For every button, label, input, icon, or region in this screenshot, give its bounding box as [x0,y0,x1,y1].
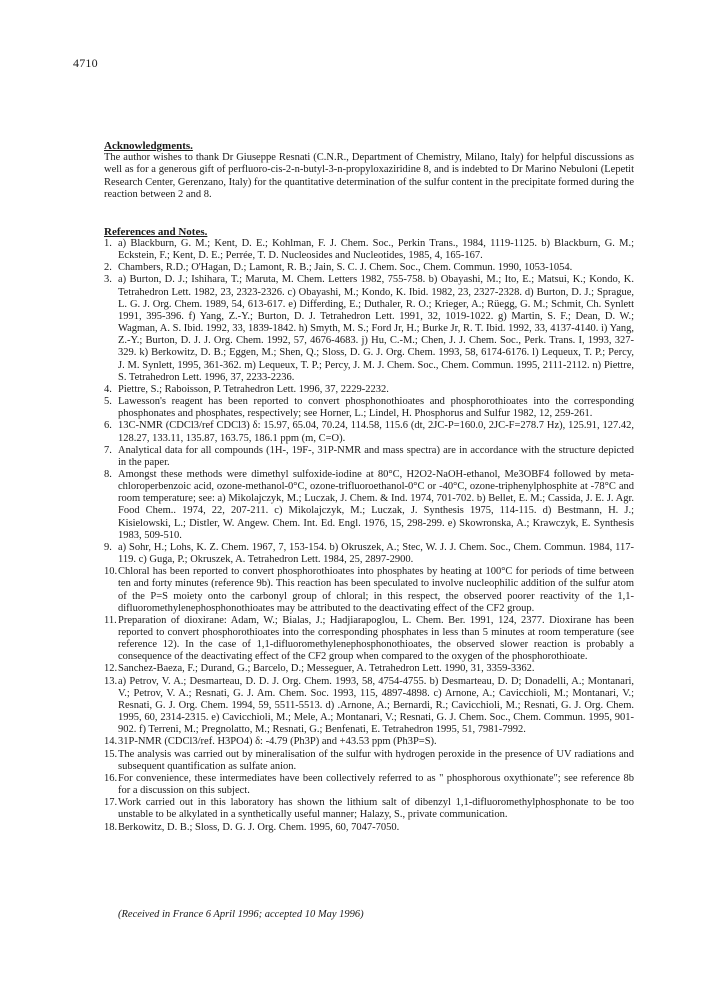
reference-item [104,736,634,748]
reference-text: Berkowitz, D. B.; Sloss, D. G. J. Org. Chem. 1995, 60, 7047-7050. [118,821,400,833]
reference-number: 5. [104,396,112,408]
received-date-note: (Received in France 6 April 1996; accepted 10 May 1996) [118,909,364,920]
reference-text: Chambers, R.D.; O'Hagan, D.; Lamont, R. B.; Jain, S. C. J. Chem. Soc., Chem. Commun. 1990, 1053-1054. [118,262,573,274]
reference-item [104,445,634,469]
reference-text: Work carried out in this laboratory has shown the lithium salt of dibenzyl 1,1-difluoromethylphosphonate to be too unstable to be alkylated in a synthetically useful manner; Halazy, S., private communication. [118,797,634,821]
references-heading: References and Notes. [104,226,208,238]
reference-item [104,822,634,834]
reference-number: 2. [104,262,112,274]
acknowledgments-text: The author wishes to thank Dr Giuseppe Resnati (C.N.R., Department of Chemistry, Milano, Italy) for helpful discussions as well as for a generous gift of perfluoro-cis-2-n-butyl-3-n-propyloxaziridine 8, and is indebted to Dr Marino Nebuloni (Lepetit Research Center, Gerenzano, Italy) for the quantitative determination of the sulfur content in the precipitate formed during the reaction between 2 and 8. [104,152,634,201]
references-list [104,238,634,834]
reference-item [104,238,634,262]
reference-text: Lawesson's reagent has been reported to convert phosphonothioates and phosphorothioates into the corresponding phosphonates and phosphates, respectively; see Horner, L.; Lindel, H. Phosphorus and Sulfur 1982, 12, 259-261. [118,396,634,420]
reference-text: Preparation of dioxirane: Adam, W.; Bialas, J.; Hadjiarapoglou, L. Chem. Ber. 1991, 124, 2377. Dioxirane has been reported to convert phosphorothioates into the corresponding phosphates in less than 5 minutes at room temperature (see reference 12). In the case of 1,1-difluoromethylenephosphonothioates, the observed slower reaction is probably a consequence of the deactivating effect of the CF2 group when compared to the oxygen of the phosphorothioate. [118,614,634,663]
reference-text: 31P-NMR (CDCl3/ref. H3PO4) δ: -4.79 (Ph3P) and +43.53 ppm (Ph3P=S). [118,736,437,748]
reference-text: a) Blackburn, G. M.; Kent, D. E.; Kohlman, F. J. Chem. Soc., Perkin Trans., 1984, 1119-1125. b) Blackburn, G. M.; Eckstein, F.; Kent, D. E.; Perrée, T. D. Nucleosides and Nucleotides, 1985, 4, 165-167. [118,238,634,262]
reference-text: Chloral has been reported to convert phosphorothioates into phosphates by heating at 100°C for periods of time between ten and forty minutes (reference 9b). This reaction has been speculated to involve nucleophilic addition of the sulfur atom of the P=S moiety onto the carbonyl group of chloral; in this respect, the observed poorer reactivity of the 1,1-difluoromethylenephosphonothioates may be attributed to the deactivating effect of the CF2 group. [118,566,634,614]
reference-text: Piettre, S.; Raboisson, P. Tetrahedron Lett. 1996, 37, 2229-2232. [118,383,389,395]
reference-text: For convenience, these intermediates have been collectively referred to as " phosphorous oxythionate"; see reference 8b for a discussion on this subject. [118,772,634,797]
reference-number: 12. [104,663,118,675]
reference-text: 13C-NMR (CDCl3/ref CDCl3) δ: 15.97, 65.04, 70.24, 114.58, 115.6 (dt, 2JC-P=160.0, 2JC-F=278.7 Hz), 125.91, 127.42, 128.27, 133.11, 135.87, 163.75, 186.1 ppm (m, C=O). [118,420,634,444]
reference-text: Sanchez-Baeza, F.; Durand, G.; Barcelo, D.; Messeguer, A. Tetrahedron Lett. 1990, 31, 3359-3362. [118,663,535,675]
reference-text: a) Sohr, H.; Lohs, K. Z. Chem. 1967, 7, 153-154. b) Okruszek, A.; Stec, W. J. J. Chem. Soc., Chem. Commun. 1984, 117-119. c) Guga, P.; Okruszek, A. Tetrahedron Lett. 1984, 25, 2897-2900. [118,541,634,566]
reference-text: a) Burton, D. J.; Ishihara, T.; Maruta, M. Chem. Letters 1982, 755-758. b) Obayashi, M.; Ito, E.; Matsui, K.; Kondo, K. Tetrahedron Lett. 1982, 23, 2323-2326. c) Obayashi, M.; Kondo, K. Ibid. 1982, 23, 2327-2328. d) Burton, D. J.; Sprague, L. G. J. Org. Chem. 1989, 54, 613-617. e) Differding, E.; Duthaler, R. O.; Krieger, A.; Rüegg, G. M.; Schmit, Ch. Synlett 1991, 395-396. f) Yang, Z.-Y.; Burton, D. J. Tetrahedron Lett. 1991, 32, 1019-1022. g) Martin, S. F.; Dean, D. W.; Wagman, A. S. Ibid. 1992, 33, 1839-1842. h) Smyth, M. S.; Ford Jr, H.; Burke Jr, R. T. Ibid. 1992, 33, 4137-4140. i) Yang, Z.-Y.; Burton, D. J. J. Org. Chem. 1992, 57, 4676-4683. j) Hu, C.-M.; Chen, J. J. Chem. Soc., Perk. Trans. I, 1993, 327-329. k) Berkowitz, D. B.; Eggen, M.; Shen, Q.; Sloss, D. G. J. Org. Chem. 1993, 58, 6174-6176. l) Lequeux, T. P.; Percy, J. M. Synlett, 1995, 361-362. m) Lequeux, T. P.; Percy, J. M. J. Chem. Soc., Chem. Commun. 1995, 2111-2112. n) Piettre, S. Tetrahedron Lett. 1996, 37, 2233-2236. [118,274,634,383]
reference-text: Amongst these methods were dimethyl sulfoxide-iodine at 80°C, H2O2-NaOH-ethanol, Me3OBF4 followed by meta-chloroperbenzoic acid, ozone-methanol-0°C, ozone-trifluoroethanol-0°C or -40°C, ozone-triphenylphosphite at -78°C and room temperature; see: a) Mikolajczyk, M.; Luczak, J. Chem. & Ind. 1974, 701-702. b) Bellet, E. M.; Cassida, J. E. J. Agr. Food Chem.. 1974, 22, 207-211. c) Mikolajczyk, M.; Luczak, J. Synthesis 1975, 114-115. d) Bestmann, H. J.; Kisielowski, L.; Distler, W. Angew. Chem. Int. Ed. Engl. 1976, 15, 298-299. e) Skowronska, A.; Krawczyk, E. Synthesis 1983, 509-510. [118,468,634,541]
reference-text: Analytical data for all compounds (1H-, 19F-, 31P-NMR and mass spectra) are in accordance with the structure depicted in the paper. [118,444,634,468]
reference-item [104,469,634,542]
reference-number: 17. [104,797,118,809]
reference-number: 16. [104,772,118,784]
reference-number: 4. [104,383,112,395]
reference-number: 11. [104,614,117,626]
reference-item [104,773,634,797]
reference-number: 15. [104,748,118,760]
reference-number: 7. [104,444,112,456]
reference-item [104,396,634,420]
reference-number: 1. [104,238,112,249]
reference-text: The analysis was carried out by mineralisation of the sulfur with hydrogen peroxide in the presence of UV radiations and subsequent quantification as sulfate anion. [118,748,634,772]
reference-number: 3. [104,274,112,286]
reference-item [104,676,634,737]
acknowledgments-section [104,140,634,202]
references-section [104,226,634,834]
reference-item [104,615,634,664]
reference-number: 18. [104,821,118,833]
reference-number: 14. [104,736,118,748]
acknowledgments-heading: Acknowledgments. [104,140,193,152]
reference-number: 6. [104,420,112,432]
reference-text: a) Petrov, V. A.; Desmarteau, D. D. J. Org. Chem. 1993, 58, 4754-4755. b) Desmarteau, D. D; Donadelli, A.; Montanari, V.; Petrov, V. A.; Resnati, G. J. Am. Chem. Soc. 1993, 115, 4897-4898. c) Arnone, A.; Cavicchioli, M.; Montanari, V.; Resnati, G. J. Org. Chem. 1994, 59, 5511-5513. d) .Arnone, A.; Bernardi, R.; Cavicchioli, M.; Resnati, G. J. Org. Chem. 1995, 60, 2314-2315. e) Cavicchioli, M.; Mele, A.; Montanari, V.; Resnati, G. J. Chem. Soc., Chem. Commun. 1995, 901-902. f) Terreni, M.; Pregnolatto, M.; Resnati, G.; Benfenati, E. Tetrahedron 1995, 51, 7981-7992. [118,675,634,736]
reference-number: 10. [104,566,118,578]
reference-item [104,420,634,444]
reference-number: 8. [104,468,112,480]
reference-number: 13. [104,675,118,687]
page-number: 4710 [73,56,98,70]
reference-item [104,749,634,773]
reference-item [104,663,634,675]
reference-number: 9. [104,541,112,553]
reference-item [104,542,634,566]
reference-item [104,274,634,383]
reference-item [104,262,634,274]
reference-item [104,384,634,396]
reference-item [104,566,634,615]
reference-item [104,797,634,821]
